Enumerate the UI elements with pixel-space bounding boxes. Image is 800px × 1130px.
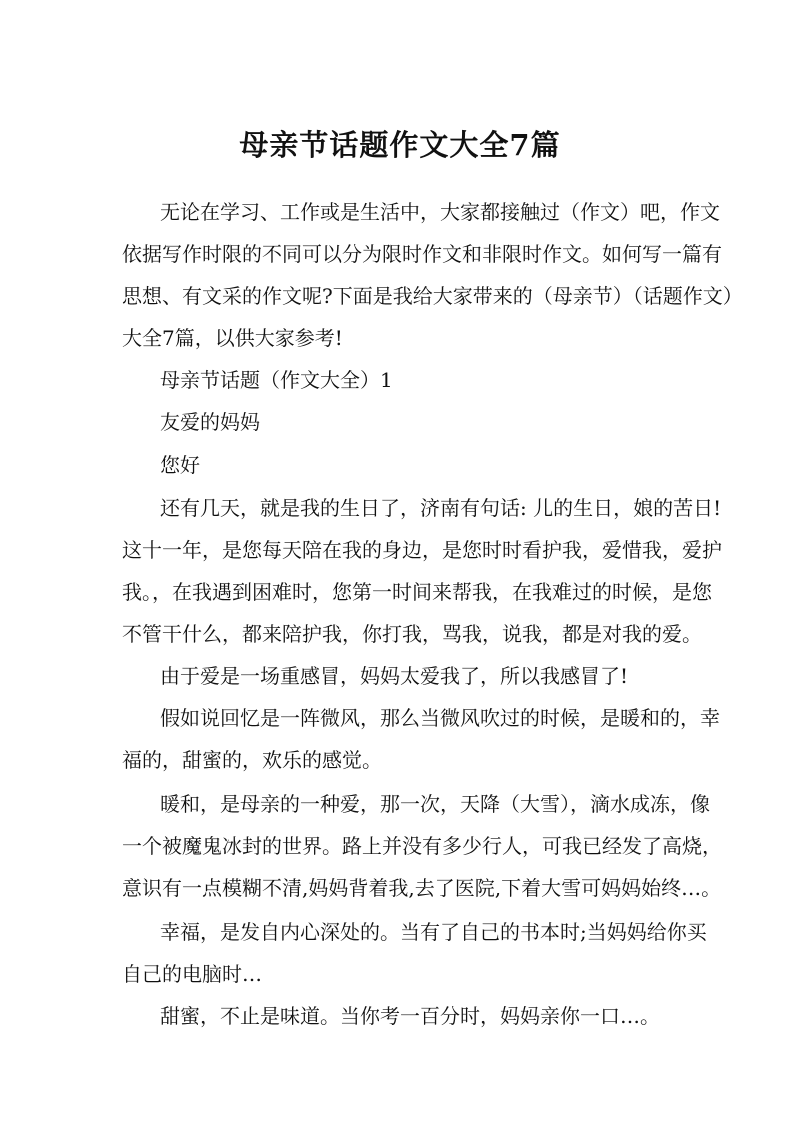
paragraph-line: 幸福，是发自内心深处的。当有了自己的书本时;当妈妈给你买 xyxy=(160,920,707,944)
paragraph-line: 福的，甜蜜的，欢乐的感觉。 xyxy=(122,748,382,772)
paragraph-line: 还有几天，就是我的生日了，济南有句话: 儿的生日，娘的苦日! xyxy=(160,496,722,520)
paragraph-line: 我。，在我遇到困难时，您第一时间来帮我，在我难过的时候，是您 xyxy=(122,580,712,604)
paragraph-line: 一个被魔鬼冰封的世界。路上并没有多少行人，可我已经发了高烧， xyxy=(122,834,722,858)
paragraph-line: 甜蜜，不止是味道。当你考一百分时，妈妈亲你一口…。 xyxy=(160,1004,660,1028)
paragraph-line: 假如说回忆是一阵微风，那么当微风吹过的时候，是暖和的，幸 xyxy=(160,706,720,730)
paragraph-line: 意识有一点模糊不清,妈妈背着我,去了医院,下着大雪可妈妈始终…。 xyxy=(122,876,722,900)
letter-greeting: 您好 xyxy=(160,453,200,477)
letter-salutation: 友爱的妈妈 xyxy=(160,410,260,434)
paragraph-line: 自己的电脑时… xyxy=(122,962,262,986)
paragraph-line: 暖和，是母亲的一种爱，那一次，天降（大雪），滴水成冻，像 xyxy=(160,792,710,816)
paragraph-line: 这十一年，是您每天陪在我的身边，是您时时看护我，爱惜我，爱护 xyxy=(122,538,722,562)
section-heading: 母亲节话题（作文大全）1 xyxy=(160,368,393,392)
paragraph-line: 无论在学习、工作或是生活中，大家都接触过（作文）吧，作文 xyxy=(160,200,720,224)
paragraph-line: 不管干什么，都来陪护我，你打我，骂我，说我，都是对我的爱。 xyxy=(122,622,702,646)
paragraph-line: 大全7篇，以供大家参考! xyxy=(122,326,343,350)
document-title: 母亲节话题作文大全7篇 xyxy=(239,128,561,162)
paragraph-line: 依据写作时限的不同可以分为限时作文和非限时作文。如何写一篇有 xyxy=(122,242,722,266)
paragraph-line: 由于爱是一场重感冒，妈妈太爱我了，所以我感冒了! xyxy=(160,664,629,688)
paragraph-line: 思想、有文采的作文呢?下面是我给大家带来的（母亲节）（话题作文） xyxy=(122,284,743,308)
